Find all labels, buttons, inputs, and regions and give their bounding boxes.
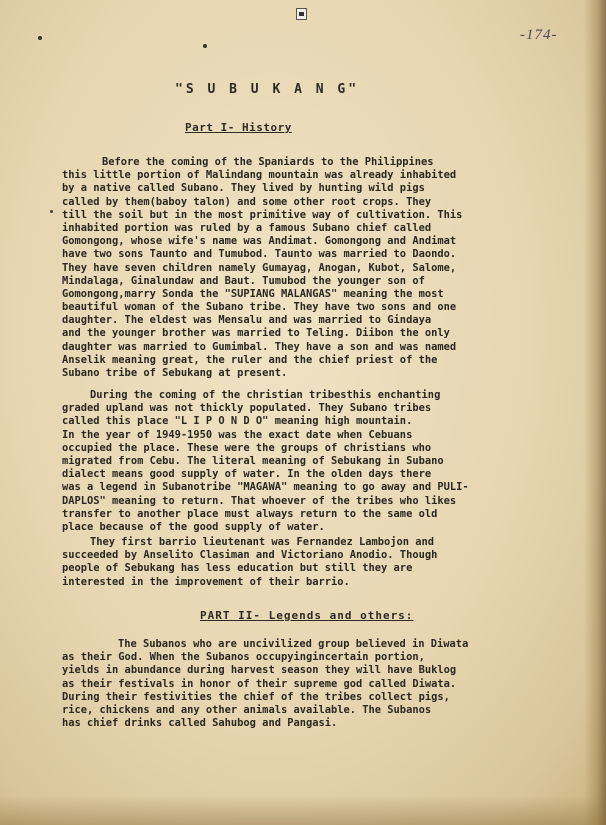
text-line: The Subanos who are uncivilized group believed in Diwata: [118, 638, 469, 650]
text-line: During the coming of the christian tribesthis enchanting: [90, 389, 441, 401]
paragraph-barrio-lieutenant: [62, 536, 437, 589]
ink-dot: [38, 36, 42, 40]
text-line: daughter. The eldest was Mensalu and was married to Gindaya: [62, 314, 432, 327]
text-line: as their God. When the Subanos occupyingincertain portion,: [62, 651, 425, 664]
text-line: Gomongong, whose wife's name was Andimat. Gomongong and Andimat: [62, 235, 457, 248]
text-line: They first barrio lieutenant was Fernandez Lambojon and: [90, 536, 435, 548]
page-bottom-shadow: [0, 795, 606, 825]
page-number: -174-: [520, 27, 558, 43]
ink-dot: [50, 210, 53, 213]
text-line: Subano tribe of Sebukang at present.: [62, 367, 288, 379]
text-line: During their festivities the chief of the tribes collect pigs,: [62, 690, 450, 703]
section-heading-legends: PART II- Legends and others:: [200, 609, 414, 622]
text-line: Anselik meaning great, the ruler and the chief priest of the: [62, 353, 438, 366]
text-line: called by them(baboy talon) and some other root crops. They: [62, 195, 432, 208]
text-line: graded upland was not thickly populated. They Subano tribes: [62, 402, 432, 415]
text-line: till the soil but in the most primitive way of cultivation. This: [62, 208, 463, 221]
text-line: by a native called Subano. They lived by hunting wild pigs: [62, 182, 425, 195]
section-heading-history: Part I- History: [185, 121, 292, 134]
text-line: beautiful woman of the Subano tribe. They have two sons and one: [62, 301, 457, 314]
text-line: called this place "L I P O N D O" meaning high mountain.: [62, 415, 413, 428]
text-line: occupied the place. These were the groups of christians who: [62, 441, 432, 454]
text-line: inhabited portion was ruled by a famous Subano chief called: [62, 221, 432, 234]
text-line: and the younger brother was married to Teling. Diibon the only: [62, 327, 450, 340]
text-line: rice, chickens and any other animals available. The Subanos: [62, 703, 432, 716]
page-edge-shadow: [584, 0, 606, 825]
text-line: daughter was married to Gumimbal. They have a son and was named: [62, 340, 457, 353]
paragraph-history: [62, 156, 462, 380]
paragraph-legends: [62, 638, 468, 730]
text-line: DAPLOS" meaning to return. That whoever of the tribes who likes: [62, 494, 457, 507]
text-line: has chief drinks called Sahubog and Pangasi.: [62, 717, 338, 730]
text-line: yields in abundance during harvest season they will have Buklog: [62, 664, 457, 677]
text-line: dialect means good supply of water. In the olden days there: [62, 468, 432, 481]
text-line: was a legend in Subanotribe "MAGAWA" meaning to go away and PULI-: [62, 481, 469, 494]
text-line: transfer to another place must always return to the same old: [62, 507, 438, 520]
ink-dot: [203, 44, 207, 48]
text-line: In the year of 1949-1950 was the exact date when Cebuans: [62, 428, 413, 441]
text-line: place because of the good supply of water.: [62, 520, 325, 533]
text-line: Mindalaga, Ginalundaw and Baut. Tumubod the younger son of: [62, 274, 425, 287]
staple-mark-icon: [296, 8, 307, 20]
text-line: Before the coming of the Spaniards to the Philippines: [102, 156, 434, 168]
paragraph-christian-tribes: [62, 389, 469, 534]
document-title: "S U B U K A N G": [175, 82, 360, 97]
text-line: migrated from Cebu. The literal meaning of Sebukang in Subano: [62, 454, 444, 467]
text-line: They have seven children namely Gumayag, Anogan, Kubot, Salome,: [62, 261, 457, 274]
text-line: as their festivals in honor of their supreme god called Diwata.: [62, 677, 457, 690]
text-line: interested in the improvement of their barrio.: [62, 575, 350, 588]
text-line: this little portion of Malindang mountain was already inhabited: [62, 169, 457, 182]
text-line: Gomongong,marry Sonda the "SUPIANG MALANGAS" meaning the most: [62, 287, 444, 300]
text-line: people of Sebukang has less education but still they are: [62, 562, 413, 575]
text-line: succeeded by Anselito Clasiman and Victoriano Anodio. Though: [62, 549, 438, 562]
text-line: have two sons Taunto and Tumubod. Taunto was married to Daondo.: [62, 248, 457, 261]
